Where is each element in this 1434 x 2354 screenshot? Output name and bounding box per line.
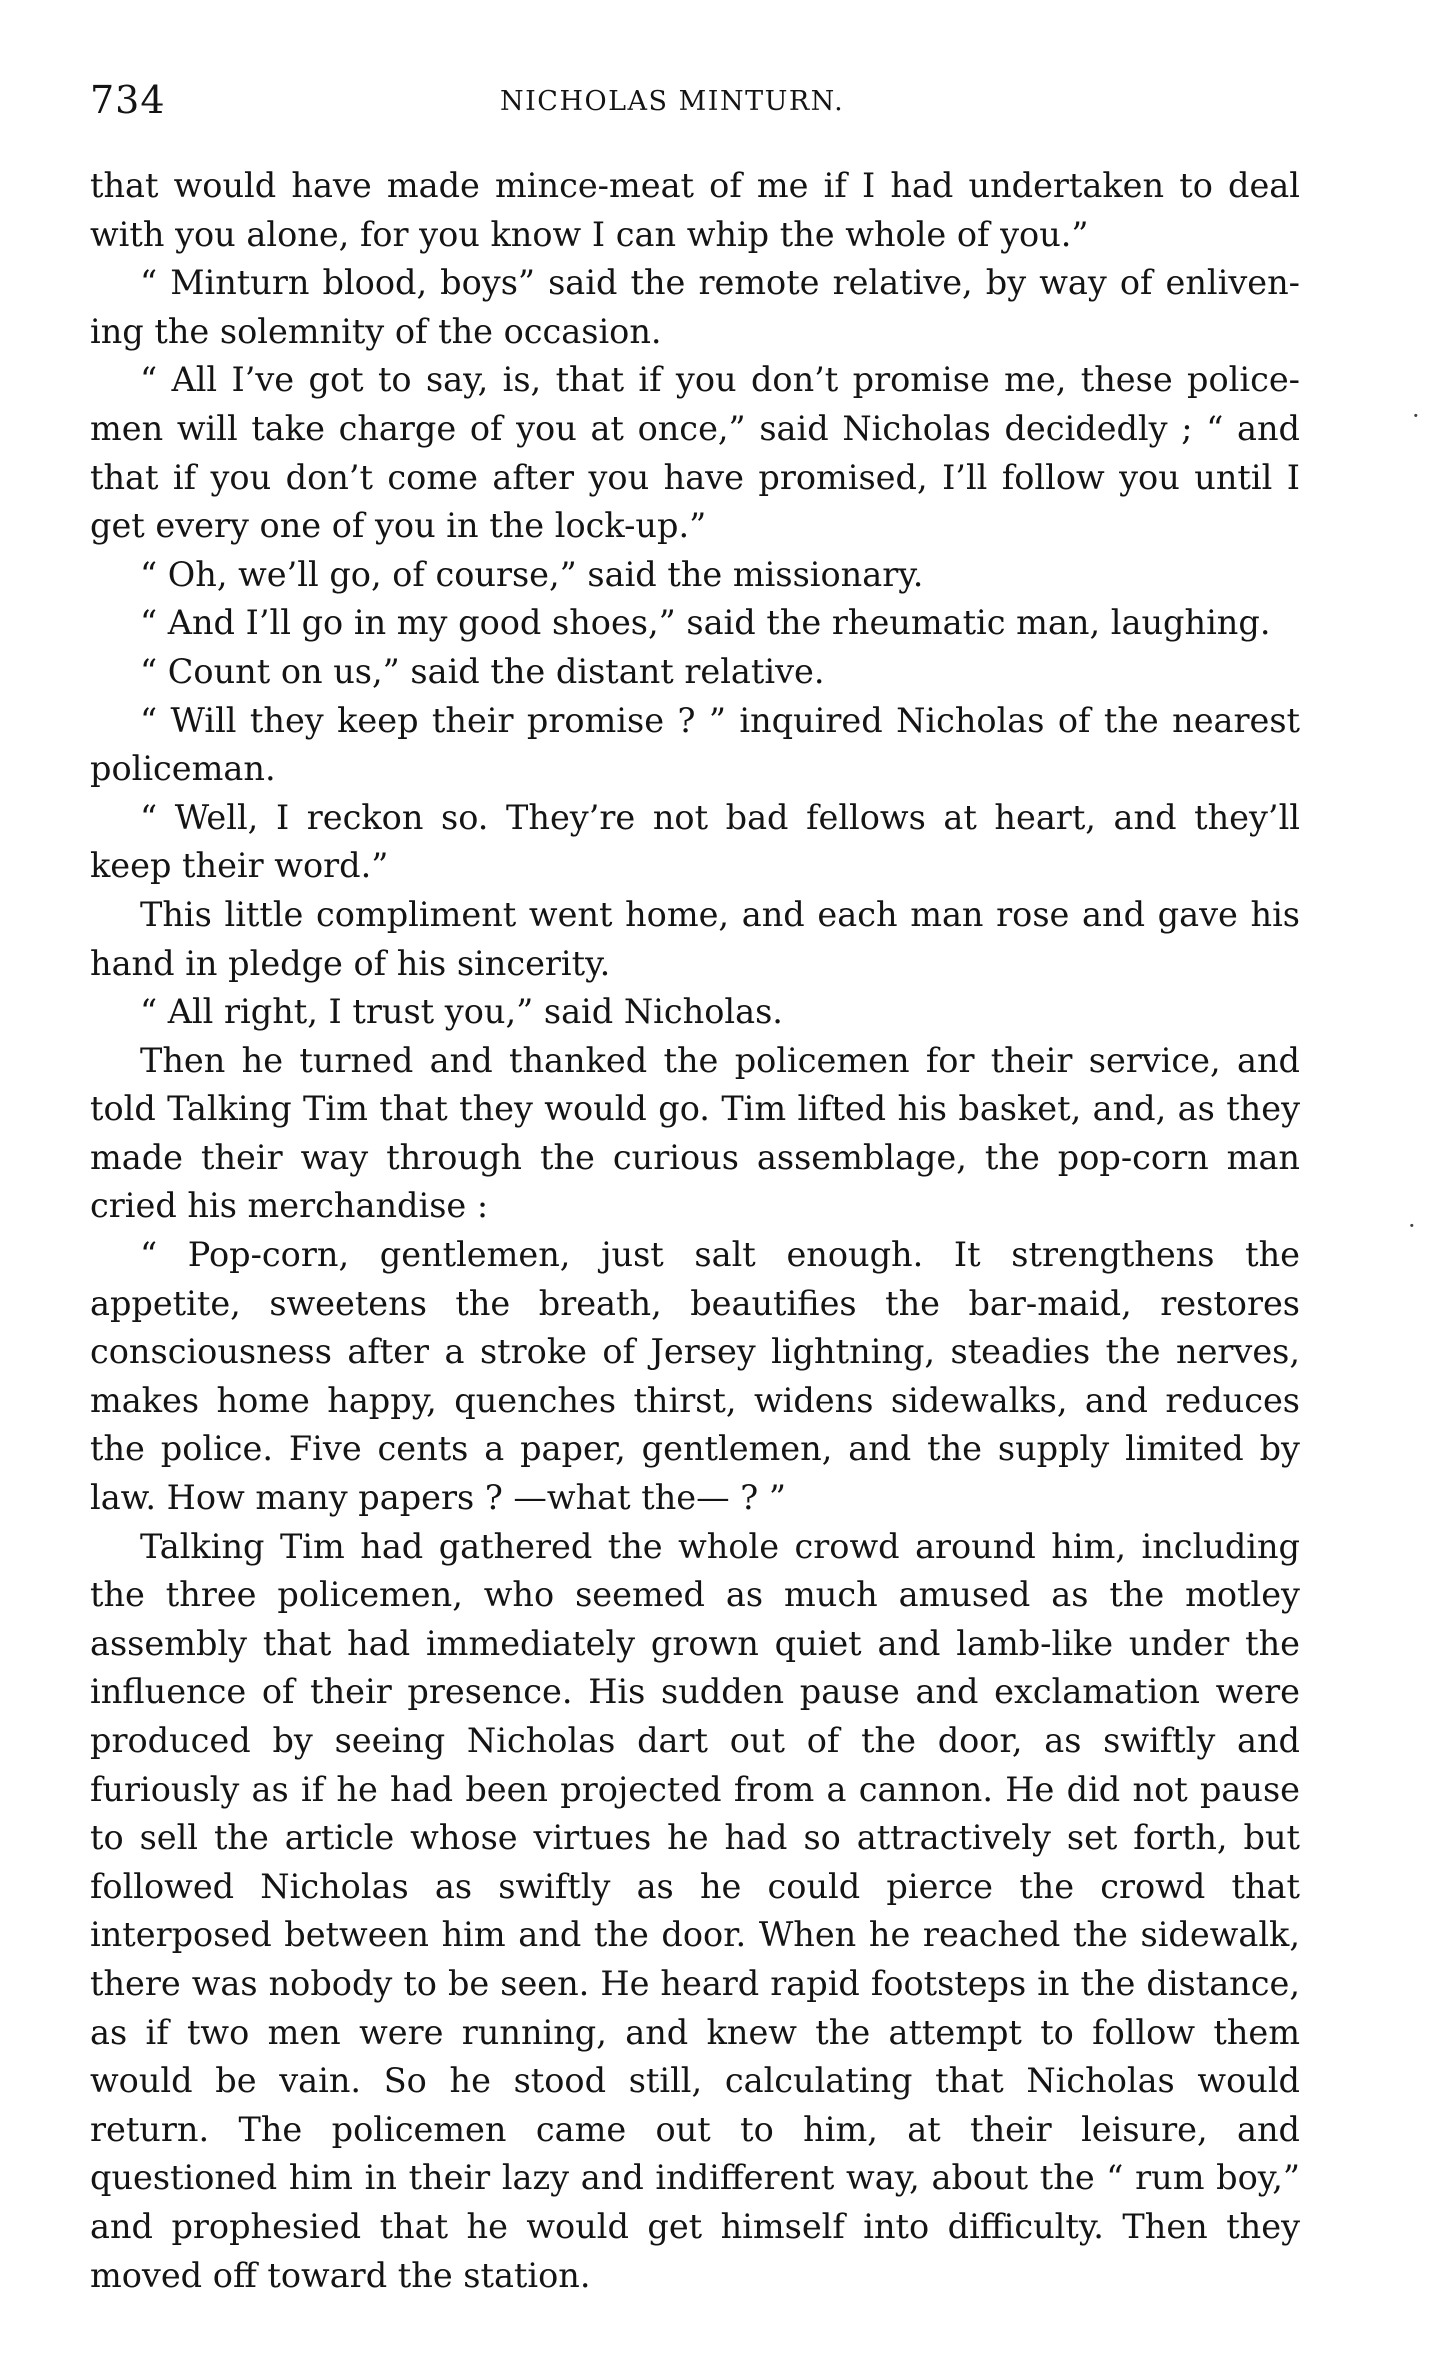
paragraph-missionary: “ Oh, we’ll go, of course,” said the missionary. [140,554,924,594]
paragraph-compliment: This little compliment went home, and each man rose and gave his hand in pledge of his sincerity. [90,894,1300,983]
paragraph-pop-corn-cry: “ Pop-corn, gentlemen, just salt enough. It strengthens the appetite, sweetens the breath, beautifies the bar-maid, restores consciousness after a stroke of Jersey lightning, steadies the nerves, makes home happy, quenches thirst, widens sidewalks, and reduces the police. Five cents a paper, gentlemen, and the supply limited by law. How many papers ? —what the— ? ” [90,1235,1300,1518]
page-header [90,78,1290,128]
paragraph-nicholas-question: “ Will they keep their promise ? ” inquired Nicholas of the nearest policeman. [90,700,1300,789]
paragraph-remote-relative: “ Minturn blood, boys” said the remote relative, by way of enlivening the solemnity of the occasion. [90,263,1300,351]
page-number: 734 [90,78,166,122]
paragraph-talking-tim: Talking Tim had gathered the whole crowd around him, including the three policemen, who seemed as much amused as the motley assembly that had immediately grown quiet and lamb-like under the influence of their presence. His sudden pause and exclamation were produced by seeing Nicholas dart out of the door, as swiftly and furiously as if he had been projected from a cannon. He did not pause to sell the article whose virtues he had so attractively set forth, but followed Nicholas as swiftly as he could pierce the crowd that interposed between him and the door. When he reached the sidewalk, there was nobody to be seen. He heard rapid footsteps in the distance, as if two men were running, and knew the attempt to follow them would be vain. So he stood still, calculating that Nicholas would return. The policemen came out to him, at their leisure, and questioned him in their lazy and indifferent way, about the “ rum boy,” and prophesied that he would get himself into difficulty. Then they moved off toward the station. [90,1526,1300,2295]
paragraph-rheumatic-man: “ And I’ll go in my good shoes,” said the rheumatic man, laughing. [140,603,1271,643]
margin-speck-mark: · [1412,402,1420,430]
paragraph-thanked-policemen: Then he turned and thanked the policemen for their service, and told Talking Tim that they would go. Tim lifted his basket, and, as they made their way through the curious assemblage, the pop-corn man cried his merchandise : [90,1040,1300,1226]
paragraph-continuation: that would have made mince-meat of me if I had undertaken to deal with you alone, for you know I can whip the whole of you.” [90,166,1300,254]
paragraph-distant-relative: “ Count on us,” said the distant relative. [140,651,825,691]
paragraph-all-right: “ All right, I trust you,” said Nicholas. [140,992,783,1032]
running-head: NICHOLAS MINTURN. [500,86,845,117]
paragraph-nicholas-demand: “ All I’ve got to say, is, that if you don’t promise me, these policemen will take charge of you at once,” said Nicholas decidedly ; “ and that if you don’t come after you have promised, I’ll follow you until I get every one of you in the lock-up.” [90,360,1300,546]
margin-speck-mark: · [1408,1212,1416,1240]
paragraph-policeman-reply: “ Well, I reckon so. They’re not bad fellows at heart, and they’ll keep their word.” [90,797,1300,886]
body-text [90,162,1300,2300]
